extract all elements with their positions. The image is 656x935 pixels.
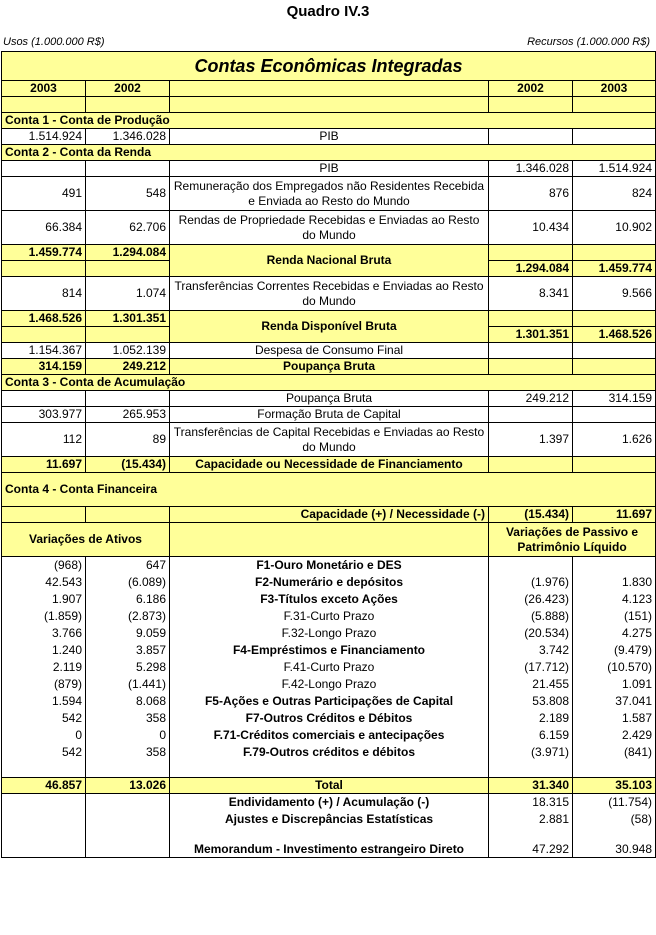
capnec2-r2003: 11.697 — [573, 507, 656, 523]
c2-pib-label: PIB — [170, 161, 489, 177]
financial-label: F2-Numerário e depósitos — [170, 574, 489, 591]
remun-u2002: 548 — [86, 177, 170, 211]
c1-pib-u2003: 1.514.924 — [2, 129, 86, 145]
financial-u2003: (968) — [2, 557, 86, 574]
bottom-r2003: (11.754) — [573, 794, 656, 811]
financial-item-row — [2, 608, 656, 625]
integrated-accounts-table — [1, 51, 656, 858]
var-passivo-label: Variações de Passivo e Patrimônio Líquido — [489, 523, 656, 557]
total-r2002: 31.340 — [489, 778, 573, 794]
capnec-label: Capacidade ou Necessidade de Financiamento — [170, 457, 489, 473]
transfcap-label: Transferências de Capital Recebidas e Enviadas ao Resto do Mundo — [170, 423, 489, 457]
despesa-label: Despesa de Consumo Final — [170, 343, 489, 359]
financial-item-row — [2, 557, 656, 574]
financial-item-row — [2, 710, 656, 727]
c3-poup-r2002: 249.212 — [489, 391, 573, 407]
financial-r2002: (26.423) — [489, 591, 573, 608]
financial-label: F.32-Longo Prazo — [170, 625, 489, 642]
financial-r2002: 6.159 — [489, 727, 573, 744]
financial-u2003: (1.859) — [2, 608, 86, 625]
financial-item-row — [2, 642, 656, 659]
financial-r2003: 1.830 — [573, 574, 656, 591]
financial-r2002: 2.189 — [489, 710, 573, 727]
financial-u2003: (879) — [2, 676, 86, 693]
financial-item-row — [2, 693, 656, 710]
capnec2-r2002: (15.434) — [489, 507, 573, 523]
financial-u2002: (6.089) — [86, 574, 170, 591]
heading-number: IV.3 — [344, 3, 370, 20]
financial-u2003: 1.907 — [2, 591, 86, 608]
transfcap-r2003: 1.626 — [573, 423, 656, 457]
financial-u2003: 1.240 — [2, 642, 86, 659]
total-row — [2, 778, 656, 794]
despesa-u2003: 1.154.367 — [2, 343, 86, 359]
financial-r2002 — [489, 557, 573, 574]
transf-u2003: 814 — [2, 277, 86, 311]
total-r2003: 35.103 — [573, 778, 656, 794]
rnb-r2003: 1.459.774 — [573, 261, 656, 277]
financial-label: F3-Títulos exceto Ações — [170, 591, 489, 608]
financial-r2002: (17.712) — [489, 659, 573, 676]
remun-r2002: 876 — [489, 177, 573, 211]
financial-r2003: 1.587 — [573, 710, 656, 727]
financial-r2003: 2.429 — [573, 727, 656, 744]
bottom-row — [2, 828, 656, 858]
fbc-u2002: 265.953 — [86, 407, 170, 423]
rendas-u2003: 66.384 — [2, 211, 86, 245]
transfcap-u2002: 89 — [86, 423, 170, 457]
uses-year-2002: 2002 — [86, 81, 170, 97]
financial-u2003: 542 — [2, 744, 86, 761]
resources-unit-label: Recursos (1.000.000 R$) — [527, 36, 650, 48]
financial-u2003: 2.119 — [2, 659, 86, 676]
financial-r2003: 1.091 — [573, 676, 656, 693]
remun-r2003: 824 — [573, 177, 656, 211]
financial-u2003: 3.766 — [2, 625, 86, 642]
c1-pib-label: PIB — [170, 129, 489, 145]
account-3-title: Conta 3 - Conta de Acumulação — [2, 375, 656, 391]
financial-r2003 — [573, 557, 656, 574]
financial-label: F.41-Curto Prazo — [170, 659, 489, 676]
financial-u2002: (2.873) — [86, 608, 170, 625]
despesa-u2002: 1.052.139 — [86, 343, 170, 359]
financial-u2003: 42.543 — [2, 574, 86, 591]
financial-r2003: (10.570) — [573, 659, 656, 676]
rendas-r2003: 10.902 — [573, 211, 656, 245]
rdb-u2002: 1.301.351 — [86, 311, 170, 327]
year-header-blank — [170, 81, 489, 97]
resources-year-2003: 2003 — [573, 81, 656, 97]
transf-label: Transferências Correntes Recebidas e Enviadas ao Resto do Mundo — [170, 277, 489, 311]
financial-u2002: 8.068 — [86, 693, 170, 710]
total-label: Total — [170, 778, 489, 794]
rdb-u2003: 1.468.526 — [2, 311, 86, 327]
transfcap-r2002: 1.397 — [489, 423, 573, 457]
rdb-r2002: 1.301.351 — [489, 327, 573, 343]
capnec2-label: Capacidade (+) / Necessidade (-) — [170, 507, 489, 523]
financial-r2002: (3.971) — [489, 744, 573, 761]
capnec-u2002: (15.434) — [86, 457, 170, 473]
transf-r2003: 9.566 — [573, 277, 656, 311]
financial-item-row — [2, 591, 656, 608]
financial-item-row — [2, 625, 656, 642]
poupanca-u2003: 314.159 — [2, 359, 86, 375]
heading-label: Quadro — [286, 3, 340, 20]
transf-u2002: 1.074 — [86, 277, 170, 311]
total-u2003: 46.857 — [2, 778, 86, 794]
table-title: Contas Econômicas Integradas — [2, 52, 656, 81]
financial-u2003: 542 — [2, 710, 86, 727]
capnec-u2003: 11.697 — [2, 457, 86, 473]
financial-r2003: (9.479) — [573, 642, 656, 659]
c2-pib-r2003: 1.514.924 — [573, 161, 656, 177]
poupanca-label: Poupança Bruta — [170, 359, 489, 375]
bottom-r2002: 47.292 — [489, 828, 573, 858]
remun-u2003: 491 — [2, 177, 86, 211]
financial-u2002: 9.059 — [86, 625, 170, 642]
bottom-row — [2, 811, 656, 828]
total-u2002: 13.026 — [86, 778, 170, 794]
rendas-u2002: 62.706 — [86, 211, 170, 245]
bottom-label: Memorandum - Investimento estrangeiro Direto — [170, 828, 489, 858]
financial-u2002: 647 — [86, 557, 170, 574]
rdb-label: Renda Disponível Bruta — [170, 311, 489, 343]
fbc-label: Formação Bruta de Capital — [170, 407, 489, 423]
bottom-r2003: (58) — [573, 811, 656, 828]
bottom-r2003: 30.948 — [573, 828, 656, 858]
rnb-r2002: 1.294.084 — [489, 261, 573, 277]
rendas-label: Rendas de Propriedade Recebidas e Enviadas ao Resto do Mundo — [170, 211, 489, 245]
transf-r2002: 8.341 — [489, 277, 573, 311]
financial-item-row — [2, 659, 656, 676]
c1-pib-u2002: 1.346.028 — [86, 129, 170, 145]
financial-item-row — [2, 676, 656, 693]
uses-unit-label: Usos (1.000.000 R$) — [3, 36, 105, 48]
bottom-label: Ajustes e Discrepâncias Estatísticas — [170, 811, 489, 828]
remun-label: Remuneração dos Empregados não Residentes Recebida e Enviada ao Resto do Mundo — [170, 177, 489, 211]
uses-year-2003: 2003 — [2, 81, 86, 97]
account-2-title: Conta 2 - Conta da Renda — [2, 145, 656, 161]
financial-u2003: 1.594 — [2, 693, 86, 710]
account-1-title: Conta 1 - Conta de Produção — [2, 113, 656, 129]
account-4-title: Conta 4 - Conta Financeira — [2, 473, 656, 507]
financial-u2002: 358 — [86, 710, 170, 727]
financial-item-row — [2, 744, 656, 761]
fbc-u2003: 303.977 — [2, 407, 86, 423]
financial-u2002: 358 — [86, 744, 170, 761]
resources-year-2002: 2002 — [489, 81, 573, 97]
rnb-u2002: 1.294.084 — [86, 245, 170, 261]
financial-r2002: 21.455 — [489, 676, 573, 693]
financial-label: F.79-Outros créditos e débitos — [170, 744, 489, 761]
rnb-label: Renda Nacional Bruta — [170, 245, 489, 277]
bottom-row — [2, 794, 656, 811]
page-heading — [0, 3, 656, 20]
financial-u2002: 3.857 — [86, 642, 170, 659]
bottom-r2002: 18.315 — [489, 794, 573, 811]
financial-label: F.31-Curto Prazo — [170, 608, 489, 625]
financial-u2002: 0 — [86, 727, 170, 744]
rdb-r2003: 1.468.526 — [573, 327, 656, 343]
financial-r2002: (5.888) — [489, 608, 573, 625]
financial-r2002: 3.742 — [489, 642, 573, 659]
financial-r2002: (1.976) — [489, 574, 573, 591]
financial-u2002: 5.298 — [86, 659, 170, 676]
financial-r2003: (151) — [573, 608, 656, 625]
financial-u2002: (1.441) — [86, 676, 170, 693]
rendas-r2002: 10.434 — [489, 211, 573, 245]
financial-r2002: (20.534) — [489, 625, 573, 642]
financial-u2002: 6.186 — [86, 591, 170, 608]
financial-label: F1-Ouro Monetário e DES — [170, 557, 489, 574]
financial-item-row — [2, 727, 656, 744]
var-ativos-label: Variações de Ativos — [2, 523, 170, 557]
financial-r2003: (841) — [573, 744, 656, 761]
rnb-u2003: 1.459.774 — [2, 245, 86, 261]
c3-poup-label: Poupança Bruta — [170, 391, 489, 407]
c2-pib-r2002: 1.346.028 — [489, 161, 573, 177]
bottom-label: Endividamento (+) / Acumulação (-) — [170, 794, 489, 811]
financial-label: F7-Outros Créditos e Débitos — [170, 710, 489, 727]
financial-item-row — [2, 574, 656, 591]
financial-r2003: 4.275 — [573, 625, 656, 642]
bottom-r2002: 2.881 — [489, 811, 573, 828]
financial-label: F5-Ações e Outras Participações de Capital — [170, 693, 489, 710]
financial-r2003: 37.041 — [573, 693, 656, 710]
financial-label: F4-Empréstimos e Financiamento — [170, 642, 489, 659]
c3-poup-r2003: 314.159 — [573, 391, 656, 407]
financial-u2003: 0 — [2, 727, 86, 744]
financial-r2002: 53.808 — [489, 693, 573, 710]
financial-label: F.71-Créditos comerciais e antecipações — [170, 727, 489, 744]
poupanca-u2002: 249.212 — [86, 359, 170, 375]
financial-r2003: 4.123 — [573, 591, 656, 608]
transfcap-u2003: 112 — [2, 423, 86, 457]
financial-label: F.42-Longo Prazo — [170, 676, 489, 693]
